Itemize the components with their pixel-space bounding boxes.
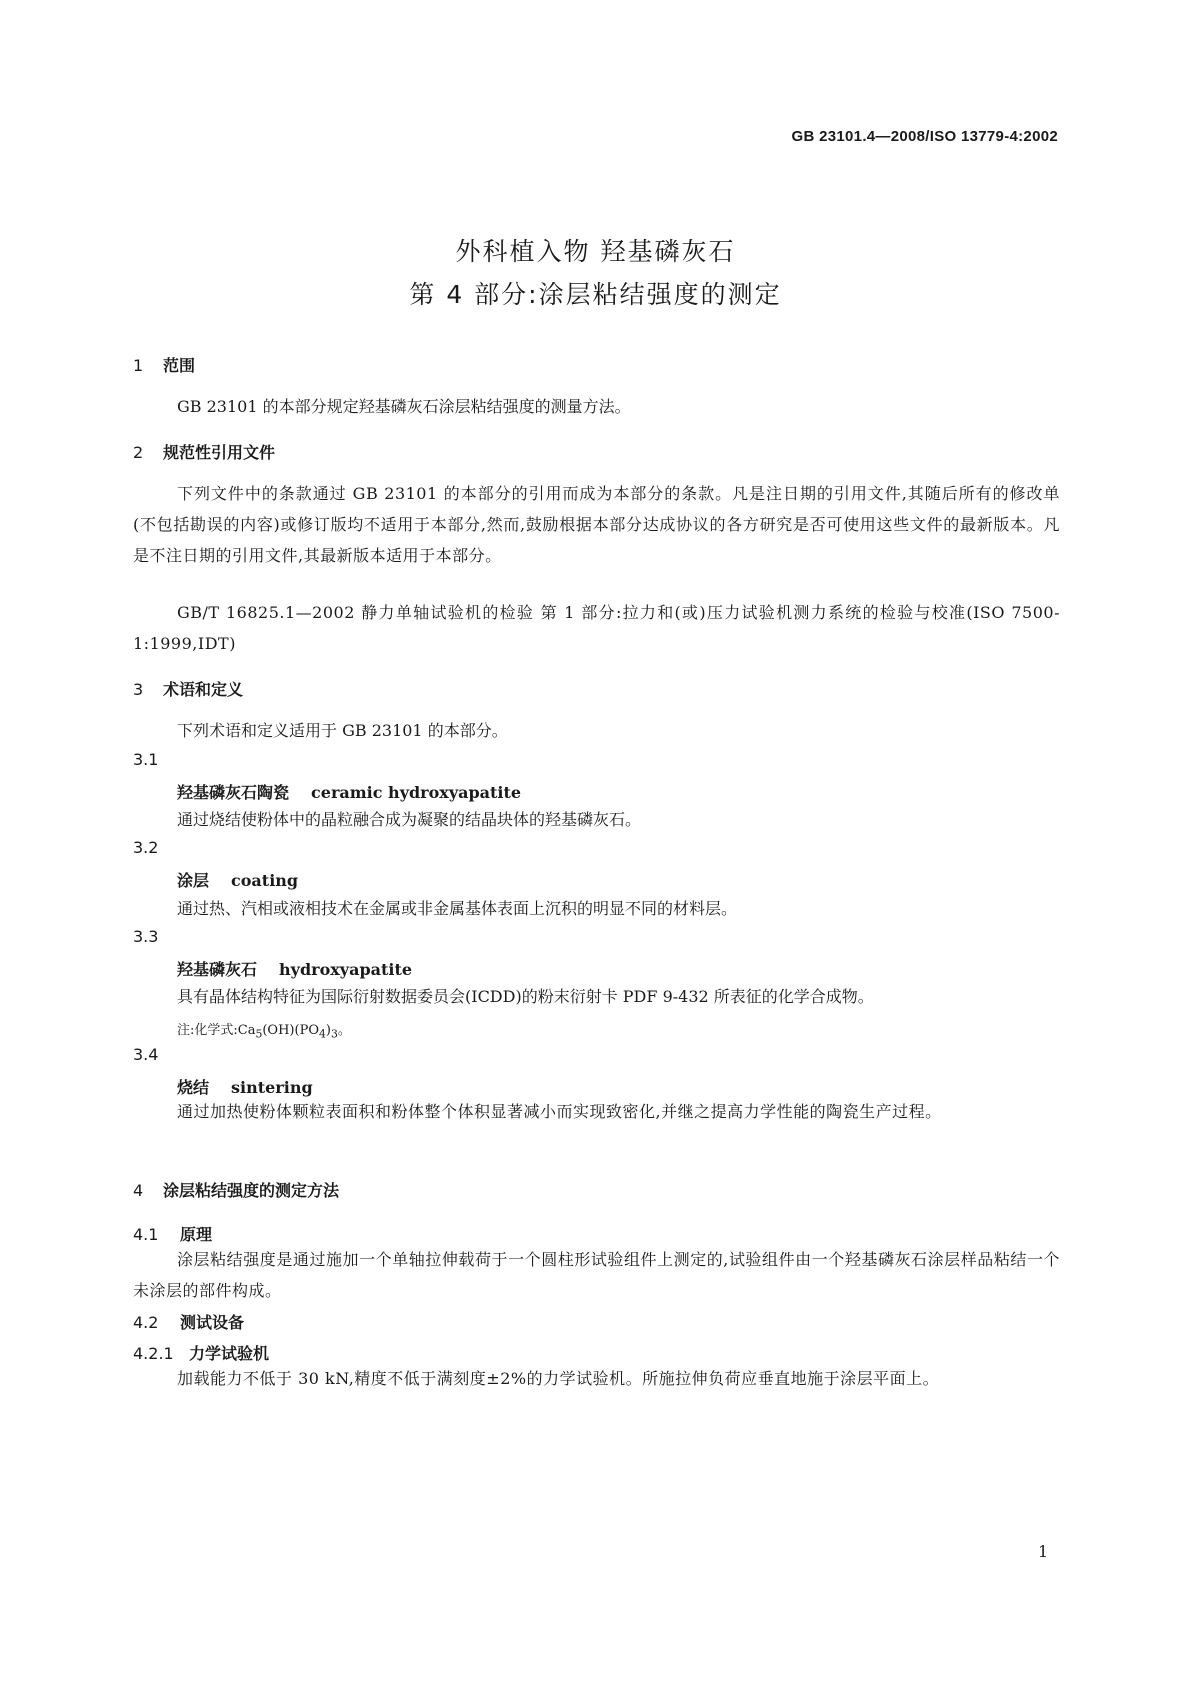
section-number: 4 — [133, 1181, 144, 1200]
document-title-line2: 第 4 部分:涂层粘结强度的测定 — [409, 280, 782, 309]
subsection-heading-4-1 — [133, 1222, 212, 1245]
note-text: 。 — [337, 1023, 351, 1038]
subsection-heading-4-2-1 — [133, 1341, 269, 1364]
section-number: 1 — [133, 356, 144, 375]
section-title: 力学试验机 — [189, 1344, 270, 1363]
term-en: hydroxyapatite — [279, 960, 413, 979]
section-title: 范围 — [163, 356, 196, 375]
section-title: 测试设备 — [180, 1313, 245, 1332]
section-number: 2 — [133, 443, 144, 462]
note-subscript: 5 — [255, 1027, 263, 1041]
term-zh: 羟基磷灰石陶瓷 — [177, 783, 290, 802]
section-heading-4 — [133, 1178, 339, 1201]
paragraph: 下列术语和定义适用于 GB 23101 的本部分。 — [177, 721, 508, 740]
section-heading-1 — [133, 353, 195, 376]
term-zh: 烧结 — [177, 1078, 210, 1097]
section-title: 术语和定义 — [163, 680, 244, 699]
term-definition: 通过加热使粉体颗粒表面积和粉体整个体积显著减小而实现致密化,并继之提高力学性能的陶瓷生产过程。 — [177, 1102, 942, 1121]
section-number: 4.2 — [133, 1313, 159, 1332]
paragraph: 加载能力不低于 30 kN,精度不低于满刻度±2%的力学试验机。所施拉伸负荷应垂直地施于涂层平面上。 — [177, 1369, 940, 1388]
term-zh: 羟基磷灰石 — [177, 960, 258, 979]
section-heading-3 — [133, 677, 243, 700]
section-title: 规范性引用文件 — [163, 443, 276, 462]
term-definition: 通过烧结使粉体中的晶粒融合成为凝聚的结晶块体的羟基磷灰石。 — [177, 810, 642, 829]
note-text: 注:化学式:Ca — [177, 1023, 256, 1038]
document-title-line1: 外科植入物 羟基磷灰石 — [455, 237, 736, 266]
section-number: 4.2.1 — [133, 1344, 174, 1363]
term-number: 3.3 — [133, 927, 159, 946]
term-number: 3.1 — [133, 750, 159, 769]
section-title: 涂层粘结强度的测定方法 — [163, 1181, 340, 1200]
term-en: coating — [231, 871, 299, 890]
standard-code: GB 23101.4—2008/ISO 13779-4:2002 — [791, 128, 1058, 145]
term-definition: 具有晶体结构特征为国际衍射数据委员会(ICDD)的粉末衍射卡 PDF 9-432 所表征的化学合成物。 — [177, 987, 874, 1006]
term-entry — [177, 868, 298, 891]
term-zh: 涂层 — [177, 871, 210, 890]
note-subscript: 3 — [330, 1027, 338, 1041]
note-text: ) — [325, 1023, 331, 1038]
note-text: (OH)(PO — [262, 1023, 319, 1038]
term-number: 3.2 — [133, 838, 159, 857]
normative-reference: GB/T 16825.1—2002 静力单轴试验机的检验 第 1 部分:拉力和(或)压力试验机测力系统的检验与校准(ISO 7500-1:1999,IDT) — [133, 603, 1060, 653]
term-en: ceramic hydroxyapatite — [311, 783, 522, 802]
term-entry — [177, 957, 412, 980]
term-entry — [177, 1075, 313, 1098]
paragraph: 下列文件中的条款通过 GB 23101 的本部分的引用而成为本部分的条款。凡是注日期的引用文件,其随后所有的修改单(不包括勘误的内容)或修订版均不适用于本部分,然而,鼓励根据本部分达成协议的各方研究是否可使用这些文件的最新版本。凡是不注日期的引用文件,其最新版本适用于本部分。 — [133, 484, 1060, 565]
paragraph: 涂层粘结强度是通过施加一个单轴拉伸载荷于一个圆柱形试验组件上测定的,试验组件由一个羟基磷灰石涂层样品粘结一个未涂层的部件构成。 — [133, 1250, 1060, 1300]
subsection-heading-4-2 — [133, 1310, 244, 1333]
term-definition: 通过热、汽相或液相技术在金属或非金属基体表面上沉积的明显不同的材料层。 — [177, 899, 738, 918]
section-heading-2 — [133, 440, 275, 463]
term-entry — [177, 780, 521, 803]
term-number: 3.4 — [133, 1045, 159, 1064]
term-en: sintering — [231, 1078, 313, 1097]
section-title: 原理 — [180, 1225, 213, 1244]
term-note — [177, 1019, 351, 1041]
page-number: 1 — [1038, 1542, 1049, 1561]
section-number: 3 — [133, 680, 144, 699]
paragraph: GB 23101 的本部分规定羟基磷灰石涂层粘结强度的测量方法。 — [177, 397, 631, 416]
note-subscript: 4 — [318, 1027, 326, 1041]
section-number: 4.1 — [133, 1225, 159, 1244]
